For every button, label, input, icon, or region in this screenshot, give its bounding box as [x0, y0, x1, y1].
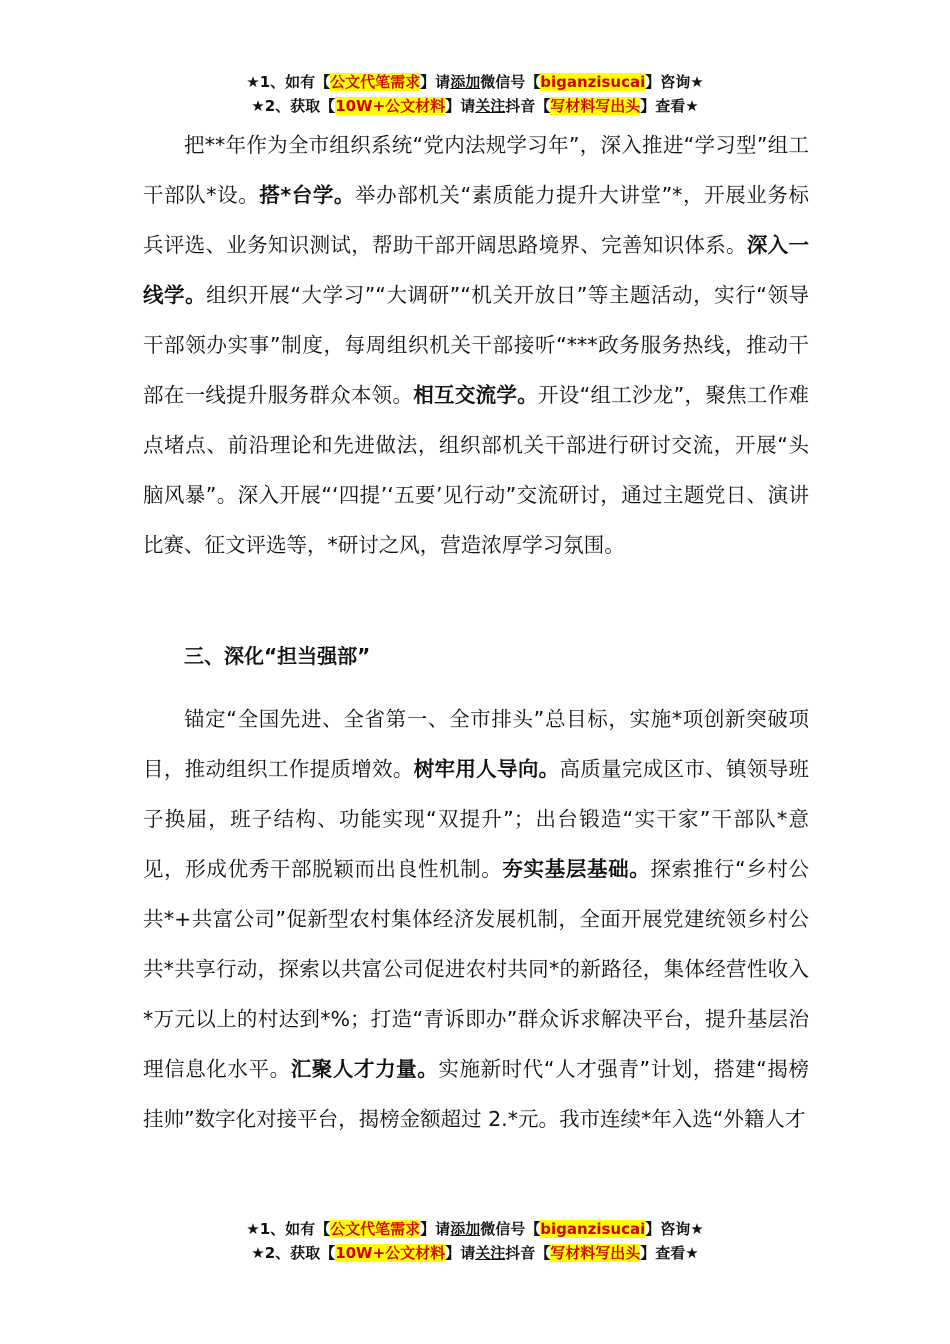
ad-line1-suffix-bottom: 】咨询★: [645, 1220, 704, 1238]
bottom-ad-banner: [0, 1217, 950, 1265]
ad-line2-suffix: 】查看★: [640, 97, 699, 115]
ad-line1-emph-bottom: 添加: [450, 1220, 481, 1238]
ad-line2-suffix-bottom: 】查看★: [640, 1244, 699, 1262]
ad-line2-mid-b: 抖音【: [505, 97, 551, 115]
p1-text-3: 组织开展“大学习”“大调研”“机关开放日”等主题活动，实行“领导干部领办实事”制度，每周组织机关干部接听“***政务服务热线，推动干部在一线提升服务群众本领。: [143, 283, 809, 407]
p1-bold-3: 相互交流学。: [413, 383, 538, 407]
p2-text-1: 锚定“全国先进、全省第一、全市排头”总目标，实施*项创新突破项目，推动组织工作提质增效。: [143, 707, 809, 781]
ad-line1-mid-a: 】请: [420, 73, 451, 91]
ad-highlight-materials: 10W+公文材料: [335, 97, 446, 115]
p2-bold-3: 汇聚人才力量。: [290, 1057, 439, 1081]
ad-highlight-materials-bottom: 10W+公文材料: [335, 1244, 446, 1262]
ad-highlight-wechat-id-bottom: biganzisucai: [540, 1220, 646, 1238]
ad-line2-prefix: ★2、获取【: [251, 97, 336, 115]
ad-line2-mid-b-bottom: 抖音【: [505, 1244, 551, 1262]
body-paragraph-1: [143, 120, 809, 570]
ad-line-2-bottom: [0, 1241, 950, 1265]
ad-line2-mid-a-bottom: 】请: [445, 1244, 476, 1262]
ad-line1-suffix: 】咨询★: [645, 73, 704, 91]
p1-bold-1: 搭*台学。: [259, 183, 356, 207]
ad-line2-prefix-bottom: ★2、获取【: [251, 1244, 336, 1262]
ad-line1-prefix-bottom: ★1、如有【: [246, 1220, 331, 1238]
p2-bold-1: 树牢用人导向。: [413, 757, 560, 781]
ad-line1-mid-b: 微信号【: [480, 73, 541, 91]
p1-text-2: 举办部机关“素质能力提升大讲堂”*，开展业务标兵评选、业务知识测试，帮助干部开阔思路境界、完善知识体系。: [143, 183, 809, 257]
p1-text-1: 把**年作为全市组织系统“党内法规学习年”，深入推进“学习型”组工干部队*设。: [143, 133, 809, 207]
body-paragraph-2: [143, 694, 809, 1144]
p2-text-4: 实施新时代“人才强青”计划，搭建“揭榜挂帅”数字化对接平台，揭榜金额超过 2.*元。我市连续*年入选“外籍人才: [143, 1057, 809, 1131]
body-paragraph-2-block: [143, 694, 809, 1144]
ad-line2-mid-a: 】请: [445, 97, 476, 115]
section-heading: 三、深化“担当强部”: [184, 644, 371, 668]
ad-line-1: [0, 70, 950, 94]
p1-bold-2: 深入一线学。: [143, 233, 810, 307]
ad-highlight-service: 公文代笔需求: [330, 73, 421, 91]
ad-line-1-bottom: [0, 1217, 950, 1241]
ad-highlight-wechat-id: biganzisucai: [540, 73, 646, 91]
body-paragraph-1-block: [143, 120, 809, 570]
ad-highlight-douyin-bottom: 写材料写出头: [550, 1244, 641, 1262]
ad-line1-emph: 添加: [450, 73, 481, 91]
ad-line1-mid-a-bottom: 】请: [420, 1220, 451, 1238]
p1-text-4: 开设“组工沙龙”，聚焦工作难点堵点、前沿理论和先进做法，组织部机关干部进行研讨交流，开展“头脑风暴”。深入开展“‘四提’‘五要’见行动”交流研讨，通过主题党日、演讲比赛、征文评选等，*研讨之风，营造浓厚学习氛围。: [143, 383, 809, 557]
p2-text-3: 探索推行“乡村公共*+共富公司”促新型农村集体经济发展机制，全面开展党建统领乡村公共*共享行动，探索以共富公司促进农村共同*的新路径，集体经营性收入*万元以上的村达到*%；打造“青诉即办”群众诉求解决平台，提升基层治理信息化水平。: [143, 857, 810, 1081]
ad-line2-emph-bottom: 关注: [475, 1244, 506, 1262]
ad-line1-mid-b-bottom: 微信号【: [480, 1220, 541, 1238]
ad-line1-prefix: ★1、如有【: [246, 73, 331, 91]
p2-text-2: 高质量完成区市、镇领导班子换届，班子结构、功能实现“双提升”；出台锻造“实干家”干部队*意见，形成优秀干部脱颖而出良性机制。: [143, 757, 810, 881]
ad-line-2: [0, 94, 950, 118]
ad-line2-emph: 关注: [475, 97, 506, 115]
ad-highlight-douyin: 写材料写出头: [550, 97, 641, 115]
p2-bold-2: 夯实基层基础。: [502, 857, 651, 881]
top-ad-banner: [0, 70, 950, 118]
ad-highlight-service-bottom: 公文代笔需求: [330, 1220, 421, 1238]
